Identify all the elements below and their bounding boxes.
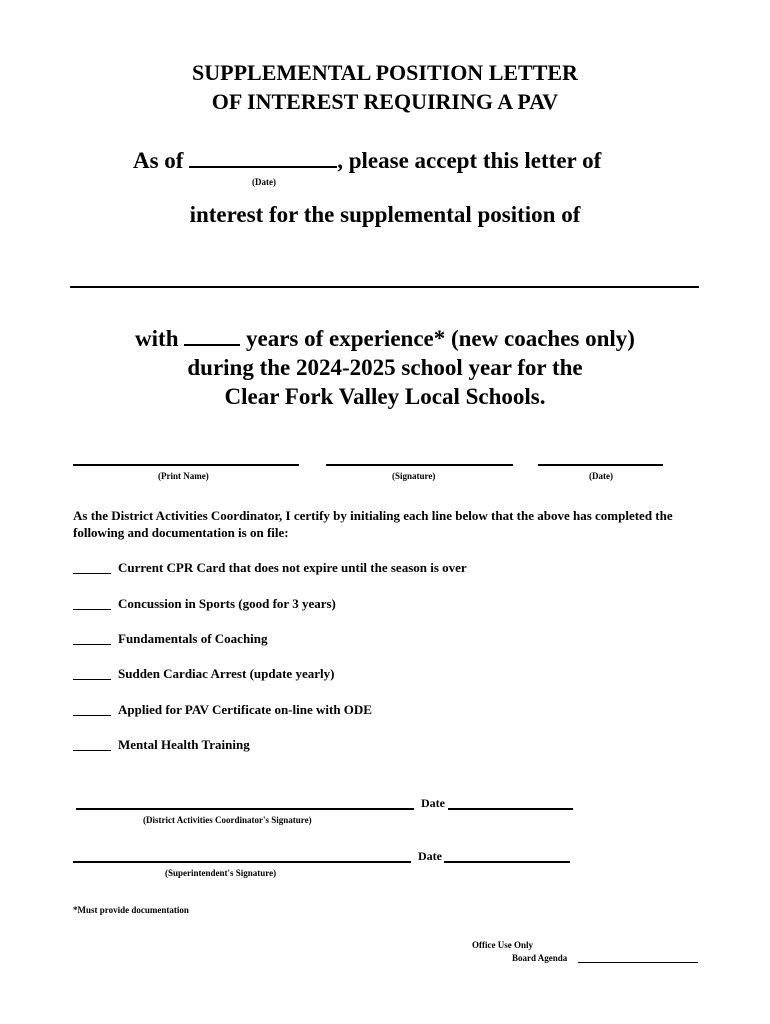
page-title xyxy=(0,58,770,116)
coordinator-date-line[interactable] xyxy=(448,808,573,810)
initial-blank-fundamentals[interactable] xyxy=(73,644,111,645)
sig-date-caption: (Date) xyxy=(589,471,613,481)
signature-line[interactable] xyxy=(326,464,513,466)
print-name-line[interactable] xyxy=(73,464,299,466)
initial-blank-pav[interactable] xyxy=(73,715,111,716)
experience-line-3: Clear Fork Valley Local Schools. xyxy=(224,384,546,409)
coordinator-date-label: Date xyxy=(421,796,445,810)
experience-line-2: during the 2024-2025 school year for the xyxy=(187,355,583,380)
years-label: years of experience* (new coaches only) xyxy=(245,326,635,351)
sig-date-line[interactable] xyxy=(538,464,663,466)
with-label: with xyxy=(135,326,179,351)
signature-caption: (Signature) xyxy=(392,471,436,481)
board-agenda-line[interactable] xyxy=(578,962,698,963)
experience-line-1 xyxy=(0,324,770,353)
print-name-caption: (Print Name) xyxy=(158,471,209,481)
board-agenda-label: Board Agenda xyxy=(512,953,568,963)
as-of-line xyxy=(133,148,601,174)
date-blank[interactable] xyxy=(189,166,337,168)
checklist-item-fundamentals: Fundamentals of Coaching xyxy=(118,631,268,646)
experience-block xyxy=(0,324,770,411)
superintendent-date-line[interactable] xyxy=(444,861,570,863)
checklist-item-cardiac: Sudden Cardiac Arrest (update yearly) xyxy=(118,666,335,681)
position-blank[interactable] xyxy=(70,286,699,288)
initial-blank-mental-health[interactable] xyxy=(73,750,111,751)
checklist-item-pav: Applied for PAV Certificate on-line with ODE xyxy=(118,702,372,717)
office-use-label: Office Use Only xyxy=(472,940,533,950)
interest-line: interest for the supplemental position of xyxy=(189,202,581,227)
certify-text: As the District Activities Coordinator, I certify by initialing each line below that the above has completed the following and documentation is on file: xyxy=(73,508,673,540)
superintendent-signature-line[interactable] xyxy=(73,861,411,863)
initial-blank-cardiac[interactable] xyxy=(73,679,111,680)
checklist-item-mental-health: Mental Health Training xyxy=(118,737,250,752)
footnote: *Must provide documentation xyxy=(73,905,189,915)
accept-text: , please accept this letter of xyxy=(337,148,602,173)
title-line-2: OF INTEREST REQUIRING A PAV xyxy=(211,89,559,114)
as-of-label: As of xyxy=(133,148,184,173)
superintendent-caption: (Superintendent's Signature) xyxy=(165,868,277,878)
title-line-1: SUPPLEMENTAL POSITION LETTER xyxy=(192,60,578,85)
superintendent-date-label: Date xyxy=(418,849,442,863)
initial-blank-concussion[interactable] xyxy=(73,609,111,610)
years-blank[interactable] xyxy=(184,344,240,346)
checklist-item-concussion: Concussion in Sports (good for 3 years) xyxy=(118,596,336,611)
initial-blank-cpr[interactable] xyxy=(73,573,111,574)
coordinator-caption: (District Activities Coordinator's Signature) xyxy=(143,815,312,825)
coordinator-signature-line[interactable] xyxy=(76,808,414,810)
date-caption: (Date) xyxy=(252,177,276,187)
checklist-item-cpr: Current CPR Card that does not expire until the season is over xyxy=(118,560,467,575)
